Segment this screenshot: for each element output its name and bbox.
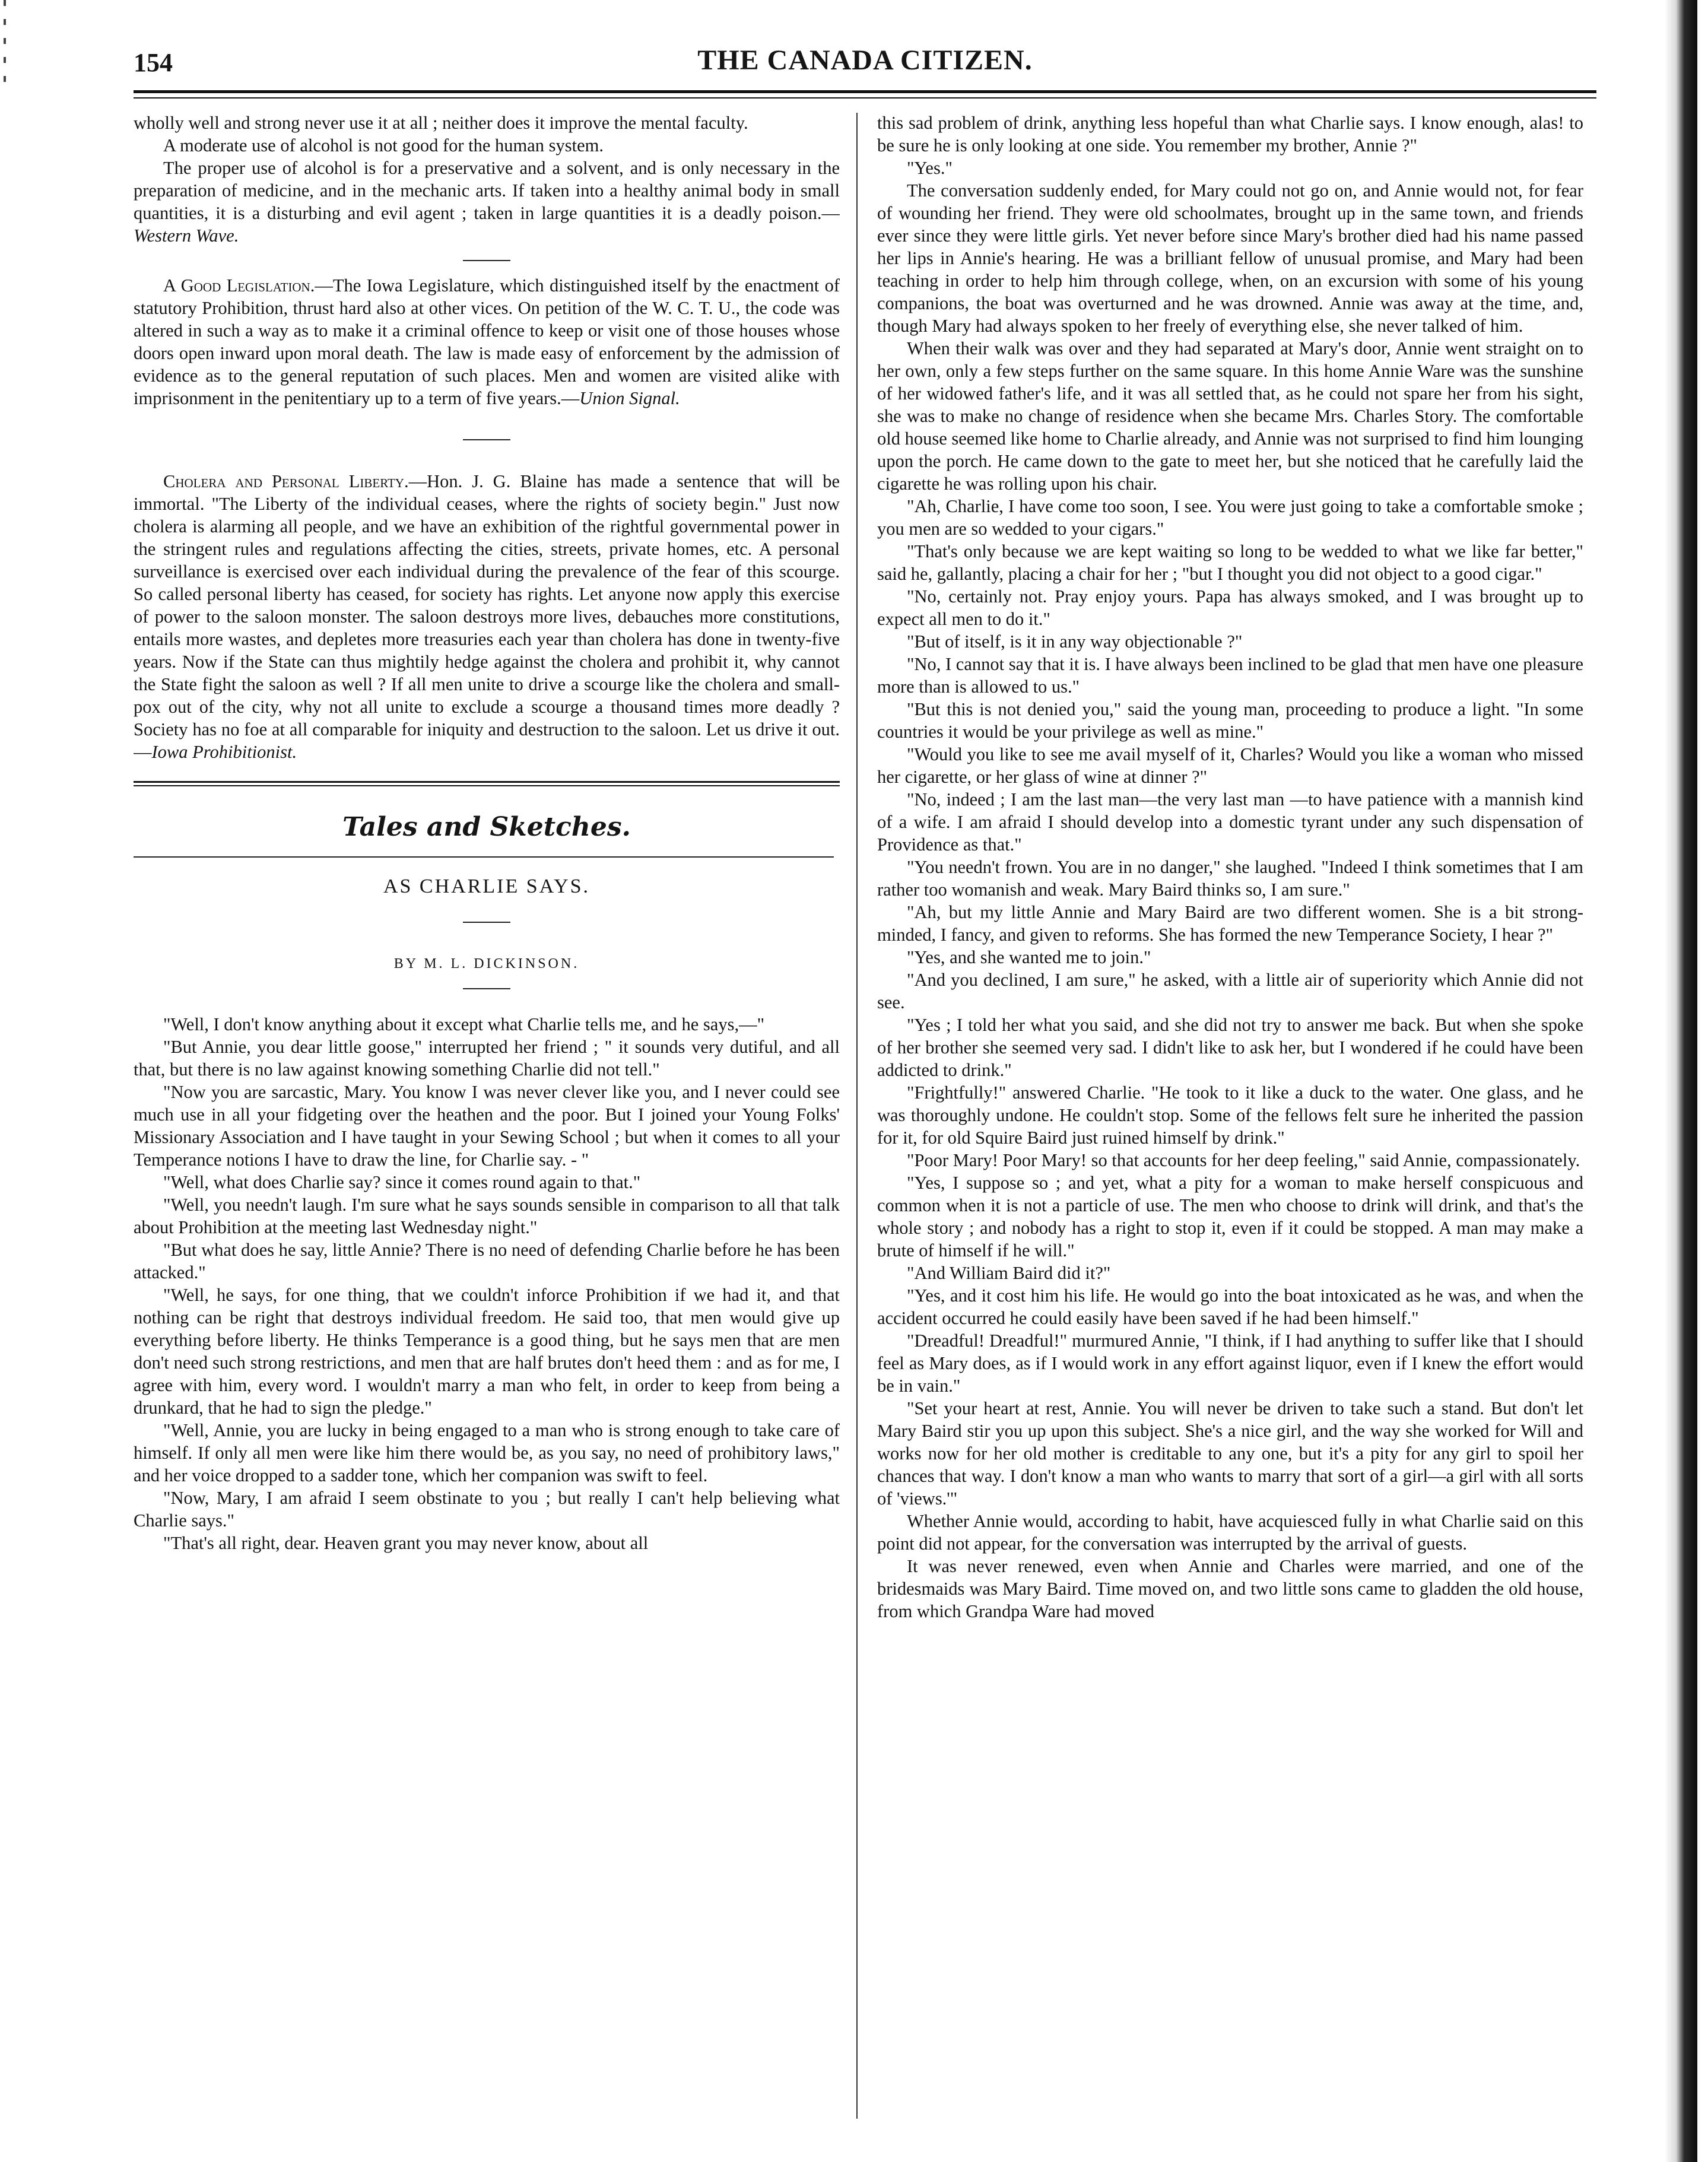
story-title: AS CHARLIE SAYS. [383, 875, 591, 897]
left-column [134, 112, 840, 2123]
paragraph [134, 274, 840, 409]
story-byline: BY M. L. DICKINSON. [393, 956, 580, 972]
story-paragraph: "That's all right, dear. Heaven grant you may never know, about all [163, 1533, 649, 1553]
header-rule-thin [134, 97, 1596, 99]
story-paragraph: "Well, Annie, you are lucky in being engaged to a man who is strong enough to take care of himself. If only all men were like him there would be, as you say, no need of prohibitory laws," and her voice dropped to a sadder tone, which her companion was swift to feel. [134, 1420, 840, 1485]
story-paragraph: "You needn't frown. You are in no danger," she laughed. "Indeed I think sometimes that I am rather too womanish and weak. Mary Baird thinks so, I am sure." [877, 857, 1583, 900]
story-paragraph: "That's only because we are kept waiting so long to be wedded to what we like far better," said he, gallantly, placing a chair for her ; "but I thought you did not object to a good cigar." [877, 541, 1583, 584]
story-paragraph: "Frightfully!" answered Charlie. "He took to it like a duck to the water. One glass, and he was thoroughly undone. He couldn't stop. Some of the fellows felt sure he inherited the passion for it, for old Squire Baird just ruined himself by drink." [877, 1082, 1583, 1148]
divider [134, 856, 834, 858]
story-paragraph: "And William Baird did it?" [907, 1263, 1111, 1283]
story-paragraph: "Dreadful! Dreadful!" murmured Annie, "I think, if I had anything to suffer like that I should feel as Mary does, as if I would work in any effort against liquor, even if I knew the effort would be in vain." [877, 1331, 1583, 1396]
item-heading: Cholera and Personal Liberty. [163, 471, 409, 491]
story-paragraph: "But what does he say, little Annie? There is no need of defending Charlie before he has been attacked." [134, 1240, 840, 1282]
story-paragraph: It was never renewed, even when Annie and Charles were married, and one of the bridesmaids was Mary Baird. Time moved on, and two little sons came to gladden the old house, from which Grandpa Ware had moved [877, 1556, 1583, 1621]
story-paragraph: "No, I cannot say that it is. I have always been inclined to be glad that men have one pleasure more than is allowed to us." [877, 654, 1583, 697]
right-column [877, 112, 1583, 2123]
paragraph [134, 470, 840, 763]
story-paragraph: "But of itself, is it in any way objectionable ?" [907, 631, 1243, 652]
story-paragraph: "But this is not denied you," said the young man, proceeding to produce a light. "In some countries it would be your privilege as well as mine." [877, 699, 1583, 742]
paragraph-text: The proper use of alcohol is for a preservative and a solvent, and is only necessary in the preparation of medicine, and in the mechanic arts. If taken into a healthy animal body in small quantities, it is a disturbing and evil agent ; taken in large quantities it is a deadly poison.— [134, 158, 840, 223]
section-rule [134, 785, 840, 786]
paragraph-text: —Hon. J. G. Blaine has made a sentence that will be immortal. "The Liberty of the individual ceases, where the rights of society begin." Just now cholera is alarming all people, and we have an exhibition of the rightful governmental power in the stringent rules and regulations affecting the cities, streets, private homes, etc. A personal surveillance is exercised over each individual during the prevalence of the fear of this scourge. So called personal liberty has ceased, for society has rights. Let anyone now apply this exercise of power to the saloon monster. The saloon destroys more lives, debauches more constitutions, entails more wastes, and depletes more treasuries each year than cholera has done in twenty-five years. Now if the State can thus mightily hedge against the cholera and prohibit it, why cannot the State fight the saloon as well ? If all men unite to drive a scourge like the cholera and small-pox out of the city, why not all unite to exclude a scourge a thousand times more deadly ? Society has no foe at all comparable for iniquity and destruction to the saloon. Let us drive it out.— [134, 471, 840, 762]
story-paragraph: "Set your heart at rest, Annie. You will never be driven to take such a stand. But don't let Mary Baird stir you up upon this subject. She's a nice girl, and the way she worked for Will and works now for her old mother is creditable to any one, but it's a pity for any girl to spoil her chances that way. I don't know a man who wants to marry that sort of a girl—a girl with all sorts of 'views.'" [877, 1398, 1583, 1509]
story-paragraph: "No, certainly not. Pray enjoy yours. Papa has always smoked, and I was brought up to expect all men to do it." [877, 586, 1583, 629]
story-paragraph: "Well, what does Charlie say? since it comes round again to that." [163, 1172, 641, 1192]
story-paragraph: The conversation suddenly ended, for Mary could not go on, and Annie would not, for fear of wounding her friend. They were old schoolmates, brought up in the same town, and friends ever since they were little girls. Yet never before since Mary's brother died had his name passed her lips in Annie's hearing. He was a brilliant fellow of unusual promise, and Mary had been teaching in order to help him through college, when, on an excursion with some of his young companions, the boat was overturned and he was drowned. Annie was away at the time, and, though Mary had always spoken to her freely of everything else, she never talked of him. [877, 180, 1583, 336]
header-rule-thick [134, 90, 1596, 93]
story-paragraph: "Ah, but my little Annie and Mary Baird are two different women. She is a bit strong-minded, I fancy, and given to reforms. She has formed the new Temperance Society, I hear ?" [877, 902, 1583, 945]
paragraph-text: —The Iowa Legislature, which distinguished itself by the enactment of statutory Prohibition, thrust hard also at other vices. On petition of the W. C. T. U., the code was altered in such a way as to make it a criminal offence to keep or visit one of those houses whose doors open inward upon moral death. The law is made easy of enforcement by the admission of evidence as to the general reputation of such places. Men and women are visited alike with imprisonment in the penitentiary up to a term of five years.— [134, 275, 840, 408]
story-paragraph: "Yes ; I told her what you said, and she did not try to answer me back. But when she spoke of her brother she seemed very sad. I didn't like to ask her, but I wondered if he could have been addicted to drink." [877, 1015, 1583, 1080]
story-paragraph: "Now, Mary, I am afraid I seem obstinate to you ; but really I can't help believing what Charlie says." [134, 1488, 840, 1531]
divider [463, 439, 510, 440]
story-paragraph: "No, indeed ; I am the last man—the very last man —to have patience with a mannish kind of a wife. I am afraid I should develop into a domestic tyrant under any such dispensation of Providence as that." [877, 789, 1583, 855]
story-paragraph: "Well, he says, for one thing, that we couldn't inforce Prohibition if we had it, and that nothing can be right that destroys individual freedom. He said too, that men would give up everything before liberty. He thinks Temperance is a good thing, but he says men that are men don't need such strong restrictions, and men that are half brutes don't heed them : and as for me, I agree with him, every word. I wouldn't marry a man who felt, in order to keep from being a drunkard, that he had to sign the pledge." [134, 1285, 840, 1418]
paragraph [134, 157, 840, 247]
divider [463, 922, 510, 923]
running-title: THE CANADA CITIZEN. [697, 45, 1033, 76]
story-paragraph: "But Annie, you dear little goose," interrupted her friend ; " it sounds very dutiful, and all that, but there is no law against knowing something Charlie did not tell." [134, 1037, 840, 1080]
story-paragraph: "Yes, and it cost him his life. He would go into the boat intoxicated as he was, and when the accident occurred he could easily have been saved if he had been himself." [877, 1285, 1583, 1328]
story-paragraph: this sad problem of drink, anything less hopeful than what Charlie says. I know enough, alas! to be sure he is only looking at one side. You remember my brother, Annie ?" [877, 113, 1583, 155]
item-heading: A Good Legislation. [163, 275, 315, 296]
section-title: Tales and Sketches. [342, 812, 631, 842]
story-paragraph: "Yes, I suppose so ; and yet, what a pity for a woman to make herself conspicuous and common when it is not a particle of use. The men who choose to drink will drink, and that's the whole story ; and nobody has a right to stop it, even if it could be stopped. A man may make a brute of himself if he will." [877, 1173, 1583, 1261]
section-rule [134, 781, 840, 783]
story-paragraph: "Poor Mary! Poor Mary! so that accounts for her deep feeling," said Annie, compassionately. [907, 1150, 1580, 1170]
source-credit: Union Signal. [579, 388, 680, 408]
story-paragraph: "Yes, and she wanted me to join." [907, 947, 1151, 967]
source-credit: Western Wave. [134, 226, 239, 246]
column-divider [856, 113, 858, 2119]
story-paragraph: "Yes." [907, 158, 953, 178]
page-header [134, 43, 1596, 114]
page-number: 154 [134, 48, 173, 77]
story-paragraph: "Would you like to see me avail myself of it, Charles? Would you like a woman who missed her cigarette, or her glass of wine at dinner ?" [877, 744, 1583, 787]
story-paragraph: "And you declined, I am sure," he asked, with a little air of superiority which Annie did not see. [877, 970, 1583, 1012]
story-paragraph: "Now you are sarcastic, Mary. You know I was never clever like you, and I never could see much use in all your fidgeting over the heathen and the poor. But I joined your Young Folks' Missionary Association and I have taught in your Sewing School ; but when it comes to all your Temperance notions I have to draw the line, for Charlie say. - " [134, 1082, 840, 1170]
story-paragraph: When their walk was over and they had separated at Mary's door, Annie went straight on to her own, only a few steps further on the same square. In this home Annie Ware was the sunshine of her widowed father's life, and it was all settled that, as he could not spare her from his sight, she was to make no change of residence when she became Mrs. Charles Story. The comfortable old house seemed like home to Charlie already, and Annie was not surprised to find him lounging upon the porch. He came down to the gate to meet her, but she noticed that he carefully laid the cigarette he was rolling upon his chair. [877, 338, 1583, 494]
story-body [134, 1013, 840, 1554]
story-paragraph: "Well, I don't know anything about it except what Charlie tells me, and he says,—" [163, 1014, 765, 1034]
story-paragraph: Whether Annie would, according to habit, have acquiesced fully in what Charlie said on this point did not appear, for the conversation was interrupted by the arrival of guests. [877, 1511, 1583, 1554]
divider [463, 988, 510, 989]
source-credit: Iowa Prohibitionist. [151, 742, 297, 762]
story-paragraph: "Ah, Charlie, I have come too soon, I see. You were just going to take a comfortable smoke ; you men are so wedded to your cigars." [877, 496, 1583, 539]
divider [463, 260, 510, 261]
page-binding-edge [1665, 0, 1697, 2162]
story-paragraph: "Well, you needn't laugh. I'm sure what he says sounds sensible in comparison to all that talk about Prohibition at the meeting last Wednesday night." [134, 1195, 840, 1237]
scan-edge-marks [4, 0, 6, 107]
paragraph: A moderate use of alcohol is not good for the human system. [163, 135, 604, 155]
paragraph: wholly well and strong never use it at all ; neither does it improve the mental faculty. [134, 113, 748, 133]
